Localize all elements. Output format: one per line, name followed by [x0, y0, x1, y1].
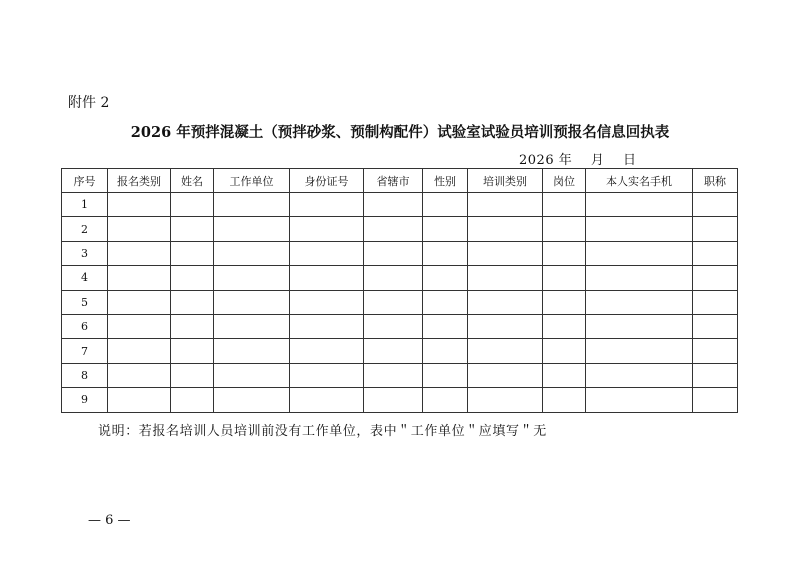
column-header: 岗位 [543, 169, 586, 193]
table-cell[interactable] [543, 339, 586, 363]
table-row [62, 266, 738, 290]
attachment-label: 附件 2 [68, 95, 110, 111]
table-cell[interactable] [214, 314, 290, 338]
table-cell[interactable] [693, 193, 738, 217]
table-cell[interactable] [468, 266, 543, 290]
column-header: 性别 [423, 169, 468, 193]
row-number: 1 [62, 193, 108, 217]
table-cell[interactable] [171, 241, 214, 265]
table-cell[interactable] [423, 363, 468, 387]
table-cell[interactable] [290, 241, 364, 265]
table-cell[interactable] [423, 290, 468, 314]
table-cell[interactable] [364, 266, 423, 290]
table-cell[interactable] [423, 193, 468, 217]
table-cell[interactable] [214, 241, 290, 265]
row-number: 9 [62, 388, 108, 412]
table-cell[interactable] [423, 241, 468, 265]
table-cell[interactable] [364, 388, 423, 412]
table-cell[interactable] [171, 314, 214, 338]
table-cell[interactable] [108, 314, 171, 338]
table-cell[interactable] [468, 217, 543, 241]
table-cell[interactable] [468, 339, 543, 363]
table-cell[interactable] [423, 339, 468, 363]
table-cell[interactable] [586, 266, 693, 290]
table-cell[interactable] [693, 363, 738, 387]
table-cell[interactable] [290, 290, 364, 314]
table-cell[interactable] [290, 339, 364, 363]
table-cell[interactable] [364, 241, 423, 265]
table-cell[interactable] [214, 266, 290, 290]
table-cell[interactable] [364, 193, 423, 217]
table-cell[interactable] [586, 290, 693, 314]
table-cell[interactable] [693, 339, 738, 363]
table-cell[interactable] [543, 266, 586, 290]
table-row [62, 290, 738, 314]
table-cell[interactable] [693, 314, 738, 338]
table-cell[interactable] [290, 217, 364, 241]
column-header: 省辖市 [364, 169, 423, 193]
table-cell[interactable] [586, 363, 693, 387]
table-cell[interactable] [364, 339, 423, 363]
table-cell[interactable] [364, 217, 423, 241]
table-cell[interactable] [171, 193, 214, 217]
column-header: 培训类别 [468, 169, 543, 193]
row-number: 6 [62, 314, 108, 338]
table-cell[interactable] [364, 290, 423, 314]
table-cell[interactable] [108, 388, 171, 412]
table-cell[interactable] [108, 339, 171, 363]
column-header: 工作单位 [214, 169, 290, 193]
table-row [62, 193, 738, 217]
table-cell[interactable] [423, 314, 468, 338]
column-header: 本人实名手机 [586, 169, 693, 193]
table-cell[interactable] [108, 217, 171, 241]
table-cell[interactable] [108, 363, 171, 387]
table-cell[interactable] [693, 241, 738, 265]
column-header: 姓名 [171, 169, 214, 193]
table-cell[interactable] [468, 314, 543, 338]
table-row [62, 314, 738, 338]
table-cell[interactable] [171, 388, 214, 412]
table-cell[interactable] [543, 314, 586, 338]
table-cell[interactable] [693, 217, 738, 241]
table-cell[interactable] [468, 193, 543, 217]
table-row [62, 363, 738, 387]
table-cell[interactable] [364, 314, 423, 338]
date-day: 日 [623, 153, 637, 168]
table-cell[interactable] [171, 217, 214, 241]
table-row [62, 388, 738, 412]
table-cell[interactable] [364, 363, 423, 387]
page-number: — 6 — [88, 513, 131, 528]
date-year: 2026 年 [519, 153, 573, 168]
table-cell[interactable] [586, 217, 693, 241]
table-cell[interactable] [290, 266, 364, 290]
table-cell[interactable] [586, 193, 693, 217]
row-number: 4 [62, 266, 108, 290]
table-cell[interactable] [108, 193, 171, 217]
date-month: 月 [590, 153, 605, 168]
table-cell[interactable] [543, 217, 586, 241]
column-header: 序号 [62, 169, 108, 193]
table-cell[interactable] [214, 193, 290, 217]
column-header: 报名类别 [108, 169, 171, 193]
table-cell[interactable] [543, 290, 586, 314]
table-cell[interactable] [586, 241, 693, 265]
table-cell[interactable] [214, 339, 290, 363]
table-cell[interactable] [543, 241, 586, 265]
note-text: 说明：若报名培训人员培训前没有工作单位，表中＂工作单位＂应填写＂无 [98, 424, 547, 439]
date-line [519, 149, 637, 168]
table-cell[interactable] [693, 266, 738, 290]
table-cell[interactable] [543, 193, 586, 217]
table-cell[interactable] [468, 241, 543, 265]
table-cell[interactable] [214, 290, 290, 314]
table-cell[interactable] [586, 339, 693, 363]
table-cell[interactable] [290, 363, 364, 387]
table-cell[interactable] [693, 290, 738, 314]
table-cell[interactable] [423, 388, 468, 412]
table-cell[interactable] [586, 314, 693, 338]
table-cell[interactable] [586, 388, 693, 412]
column-header: 职称 [693, 169, 738, 193]
table-cell[interactable] [543, 363, 586, 387]
table-cell[interactable] [171, 363, 214, 387]
table-cell[interactable] [290, 193, 364, 217]
table-cell[interactable] [468, 388, 543, 412]
table-cell[interactable] [171, 290, 214, 314]
column-header: 身份证号 [290, 169, 364, 193]
table-cell[interactable] [214, 363, 290, 387]
row-number: 8 [62, 363, 108, 387]
table-cell[interactable] [468, 363, 543, 387]
table-row [62, 217, 738, 241]
table-cell[interactable] [290, 314, 364, 338]
table-cell[interactable] [543, 388, 586, 412]
table-cell[interactable] [108, 290, 171, 314]
table-cell[interactable] [108, 241, 171, 265]
table-cell[interactable] [214, 217, 290, 241]
registration-table [61, 168, 738, 413]
row-number: 5 [62, 290, 108, 314]
table-cell[interactable] [468, 290, 543, 314]
row-number: 7 [62, 339, 108, 363]
table-cell[interactable] [214, 388, 290, 412]
row-number: 2 [62, 217, 108, 241]
table-cell[interactable] [423, 266, 468, 290]
table-row [62, 339, 738, 363]
table-cell[interactable] [693, 388, 738, 412]
table-cell[interactable] [423, 217, 468, 241]
form-title: 2026 年预拌混凝土（预拌砂浆、预制构配件）试验室试验员培训预报名信息回执表 [130, 124, 670, 141]
header-row [62, 169, 738, 193]
table-cell[interactable] [290, 388, 364, 412]
table-cell[interactable] [171, 339, 214, 363]
table-cell[interactable] [108, 266, 171, 290]
table-row [62, 241, 738, 265]
row-number: 3 [62, 241, 108, 265]
table-cell[interactable] [171, 266, 214, 290]
